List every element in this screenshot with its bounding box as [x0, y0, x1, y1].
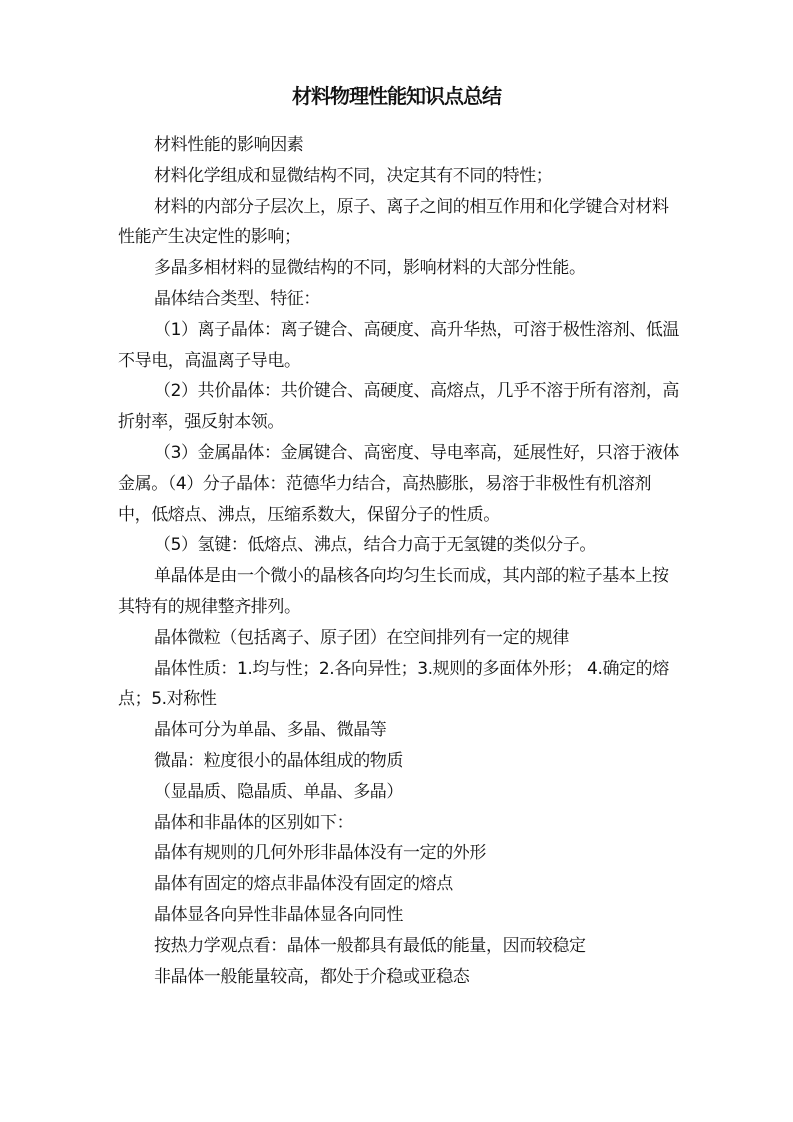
- document-body: [118, 130, 684, 992]
- paragraph: 晶体有规则的几何外形非晶体没有一定的外形: [154, 843, 486, 864]
- paragraph: 微晶：粒度很小的晶体组成的物质: [154, 750, 403, 771]
- paragraph: 晶体和非晶体的区别如下：: [154, 812, 354, 833]
- page-title: 材料物理性能知识点总结: [292, 84, 501, 108]
- paragraph: 晶体结合类型、特征：: [154, 288, 320, 309]
- paragraph: 晶体有固定的熔点非晶体没有固定的熔点: [154, 874, 453, 895]
- paragraph: （2）共价晶体：共价键合、高硬度、高熔点，几乎不溶于所有溶剂，高折射率，强反射本领。: [118, 381, 680, 433]
- paragraph: 晶体性质：1.均与性；2.各向异性；3.规则的多面体外形； 4.确定的熔点；5.对称性: [118, 658, 669, 710]
- paragraph: 多晶多相材料的显微结构的不同，影响材料的大部分性能。: [154, 258, 586, 279]
- paragraph: 按热力学观点看：晶体一般都具有最低的能量，因而较稳定: [154, 935, 586, 956]
- paragraph: 晶体可分为单晶、多晶、微晶等: [154, 720, 387, 741]
- paragraph: （显晶质、隐晶质、单晶、多晶）: [154, 781, 403, 802]
- paragraph: 材料化学组成和显微结构不同，决定其有不同的特性；: [154, 165, 553, 186]
- paragraph: （1）离子晶体：离子键合、高硬度、高升华热，可溶于极性溶剂、低温不导电，高温离子导电。: [118, 319, 680, 371]
- paragraph: 晶体微粒（包括离子、原子团）在空间排列有一定的规律: [154, 627, 569, 648]
- paragraph: （3）金属晶体：金属键合、高密度、导电率高，延展性好，只溶于液体金属。（4）分子晶体：范德华力结合，高热膨胀，易溶于非极性有机溶剂中，低熔点、沸点，压缩系数大，保留分子的性质。: [118, 442, 680, 525]
- paragraph: 材料的内部分子层次上，原子、离子之间的相互作用和化学键合对材料性能产生决定性的影响；: [118, 196, 669, 248]
- paragraph: 晶体显各向异性非晶体显各向同性: [154, 904, 403, 925]
- paragraph: （5）氢键：低熔点、沸点，结合力高于无氢键的类似分子。: [154, 535, 597, 556]
- paragraph: 单晶体是由一个微小的晶核各向均匀生长而成，其内部的粒子基本上按其特有的规律整齐排列。: [118, 566, 669, 617]
- paragraph: 非晶体一般能量较高，都处于介稳或亚稳态: [154, 966, 470, 987]
- paragraph: 材料性能的影响因素: [154, 135, 304, 155]
